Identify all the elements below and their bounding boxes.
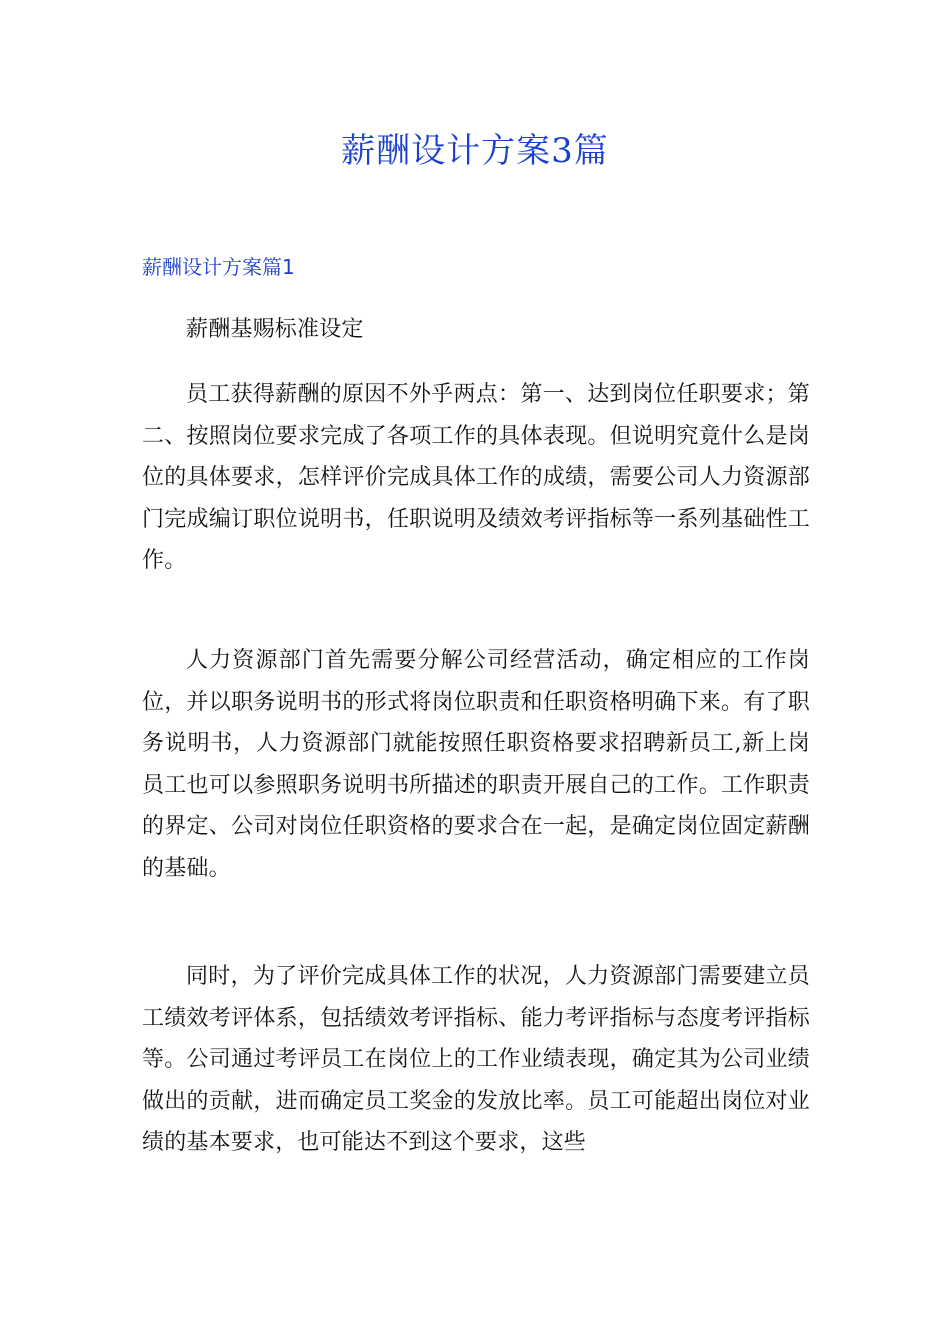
paragraph-3: 同时，为了评价完成具体工作的状况，人力资源部门需要建立员工绩效考评体系，包括绩效考评指标、能力考评指标与态度考评指标等。公司通过考评员工在岗位上的工作业绩表现，确定其为公司业绩做出的贡献，进而确定员工奖金的发放比率。员工可能超出岗位对业绩的基本要求，也可能达不到这个要求，这些 <box>142 964 810 1155</box>
section-heading: 薪酬设计方案篇1 <box>142 255 295 279</box>
paragraph-2: 人力资源部门首先需要分解公司经营活动，确定相应的工作岗位，并以职务说明书的形式将岗位职责和任职资格明确下来。有了职务说明书，人力资源部门就能按照任职资格要求招聘新员工,新上岗员工也可以参照职务说明书所描述的职责开展自己的工作。工作职责的界定、公司对岗位任职资格的要求合在一起，是确定岗位固定薪酬的基础。 <box>142 648 810 881</box>
section-subtitle: 薪酬基赐标准设定 <box>186 317 364 342</box>
document-title: 薪酬设计方案3篇 <box>341 131 609 171</box>
paragraph-1: 员工获得薪酬的原因不外乎两点：第一、达到岗位任职要求；第二、按照岗位要求完成了各项工作的具体表现。但说明究竟什么是岗位的具体要求，怎样评价完成具体工作的成绩，需要公司人力资源部门完成编订职位说明书，任职说明及绩效考评指标等一系列基础性工作。 <box>142 382 810 573</box>
